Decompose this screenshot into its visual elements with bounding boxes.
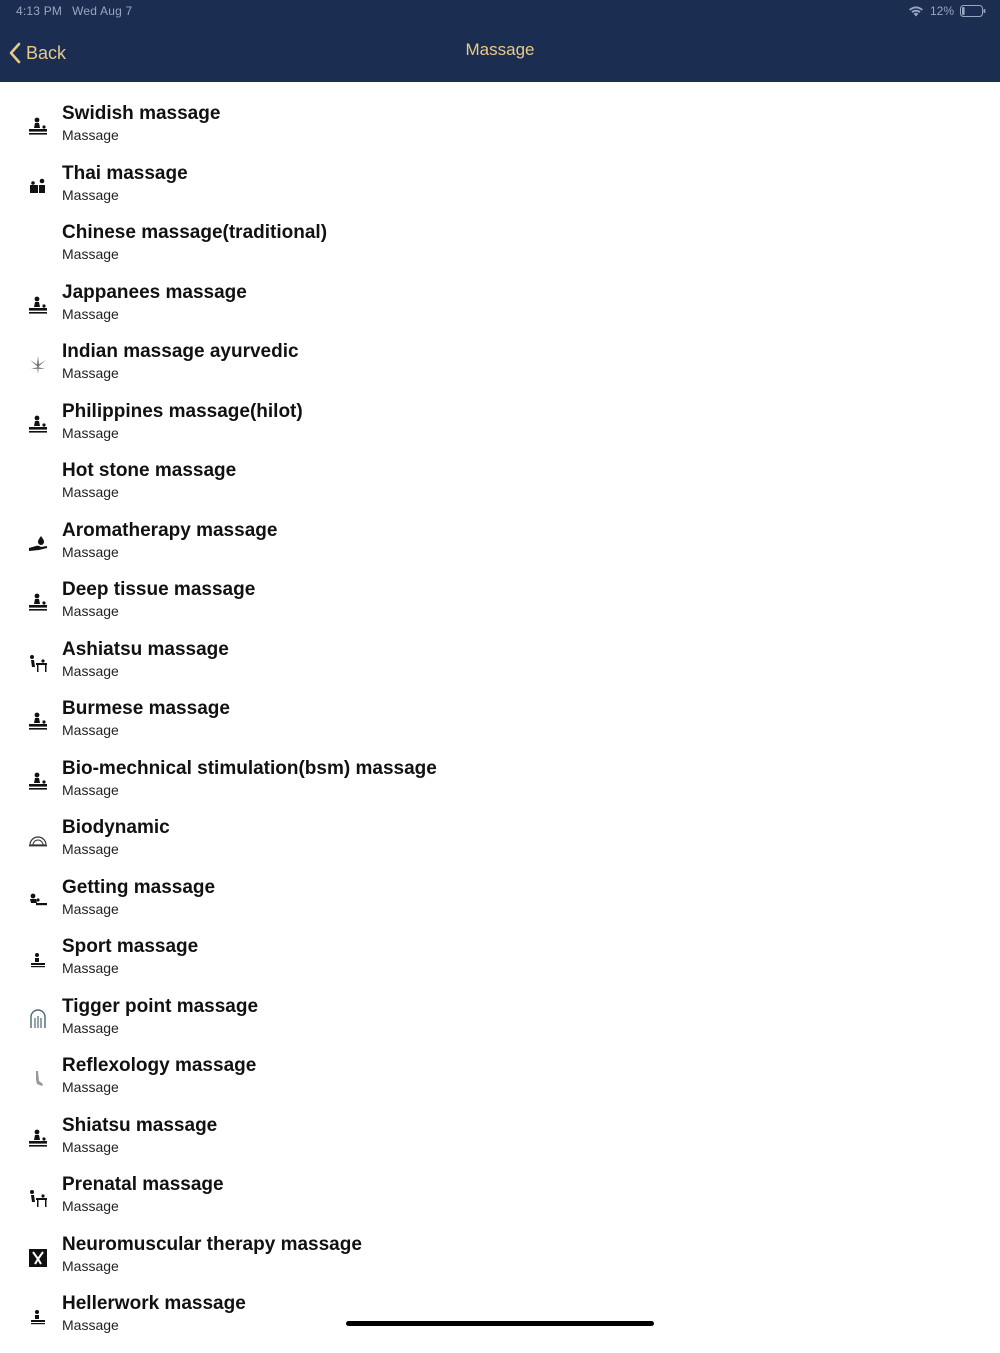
status-date: Wed Aug 7 — [72, 4, 133, 18]
foot-icon — [27, 1068, 49, 1090]
status-bar-right — [908, 4, 986, 18]
list-item-title: Philippines massage(hilot) — [62, 400, 303, 422]
list-item-subtitle: Massage — [62, 1317, 119, 1333]
list-item-subtitle: Massage — [62, 1257, 119, 1274]
list-item-subtitle: Massage — [62, 662, 119, 679]
muscle-badge-icon — [27, 1247, 49, 1269]
list-item[interactable] — [0, 222, 1000, 282]
list-item-subtitle: Massage — [62, 365, 119, 381]
list-item[interactable] — [0, 639, 1000, 699]
status-time: 4:13 PM — [16, 4, 63, 18]
standing-massage-icon — [27, 652, 49, 674]
list-item-subtitle: Massage — [62, 246, 119, 262]
list-item-subtitle: Massage — [62, 1198, 119, 1214]
list-item-subtitle: Massage — [62, 900, 119, 917]
list-item-title: Hellerwork massage — [62, 1293, 246, 1314]
massage-table-icon — [27, 592, 49, 614]
battery-icon — [960, 5, 986, 17]
list-item-subtitle: Massage — [62, 305, 119, 322]
list-item-title: Swidish massage — [62, 103, 221, 124]
blank-icon — [27, 473, 49, 495]
list-item[interactable] — [0, 1234, 1000, 1294]
list-item[interactable] — [0, 1174, 1000, 1234]
thai-massage-icon — [27, 176, 49, 198]
list-item-title: Tigger point massage — [62, 995, 259, 1017]
massage-list — [0, 82, 1000, 1333]
list-item-title: Getting massage — [62, 876, 216, 898]
list-item[interactable] — [0, 996, 1000, 1056]
list-item-title: Thai massage — [62, 162, 188, 184]
list-item-title: Jappanees massage — [62, 281, 247, 303]
list-item[interactable] — [0, 698, 1000, 758]
list-item-title: Prenatal massage — [62, 1174, 224, 1195]
list-item-subtitle: Massage — [62, 1079, 119, 1095]
body-points-icon — [27, 1009, 49, 1031]
list-item-subtitle: Massage — [62, 1019, 119, 1036]
navigation-bar — [0, 0, 1000, 82]
list-item[interactable] — [0, 282, 1000, 342]
list-item-subtitle: Massage — [62, 960, 119, 976]
list-item-title: Indian massage ayurvedic — [62, 341, 299, 362]
list-item-title: Sport massage — [62, 936, 199, 957]
small-massage-icon — [27, 949, 49, 971]
list-item-subtitle: Massage — [62, 543, 119, 560]
massage-table-icon — [27, 1128, 49, 1150]
list-item-title: Biodynamic — [62, 817, 170, 838]
list-item[interactable] — [0, 401, 1000, 461]
list-item-subtitle: Massage — [62, 722, 119, 738]
list-item-title: Hot stone massage — [62, 460, 237, 481]
massage-table-icon — [27, 711, 49, 733]
list-item-subtitle: Massage — [62, 841, 119, 857]
home-indicator — [346, 1321, 654, 1326]
list-item[interactable] — [0, 877, 1000, 937]
list-item-title: Shiatsu massage — [62, 1114, 218, 1136]
list-item[interactable] — [0, 520, 1000, 580]
list-item[interactable] — [0, 579, 1000, 639]
list-item[interactable] — [0, 1115, 1000, 1175]
leaf-icon — [27, 354, 49, 376]
list-item[interactable] — [0, 1055, 1000, 1115]
list-item-subtitle: Massage — [62, 424, 119, 441]
list-item-title: Bio-mechnical stimulation(bsm) massage — [62, 757, 437, 779]
list-item[interactable] — [0, 936, 1000, 996]
status-bar-left — [16, 4, 132, 18]
list-item-subtitle: Massage — [62, 127, 119, 143]
back-label: Back — [26, 42, 67, 63]
massage-table-icon — [27, 295, 49, 317]
blank-icon — [27, 235, 49, 257]
standing-massage-icon — [27, 1187, 49, 1209]
dome-icon — [27, 830, 49, 852]
hand-drop-icon — [27, 533, 49, 555]
wifi-icon — [908, 5, 924, 17]
small-massage-icon — [27, 1306, 49, 1328]
massage-table-icon — [27, 414, 49, 436]
list-item-title: Ashiatsu massage — [62, 638, 229, 660]
list-item[interactable] — [0, 460, 1000, 520]
list-item[interactable] — [0, 817, 1000, 877]
list-item-title: Burmese massage — [62, 698, 230, 719]
lying-person-icon — [27, 890, 49, 912]
massage-table-icon — [27, 771, 49, 793]
list-item[interactable] — [0, 341, 1000, 401]
list-item-title: Aromatherapy massage — [62, 519, 278, 541]
battery-percent: 12% — [929, 4, 954, 18]
page-title: Massage — [465, 40, 535, 59]
list-item-subtitle: Massage — [62, 484, 119, 500]
list-item-title: Reflexology massage — [62, 1055, 257, 1076]
list-item-subtitle: Massage — [62, 781, 119, 798]
massage-table-icon — [27, 116, 49, 138]
list-item-subtitle: Massage — [62, 603, 119, 619]
list-item[interactable] — [0, 103, 1000, 163]
list-item-title: Deep tissue massage — [62, 579, 256, 600]
list-item-subtitle: Massage — [62, 186, 119, 203]
list-item-title: Chinese massage(traditional) — [62, 222, 328, 243]
list-item-subtitle: Massage — [62, 1138, 119, 1155]
list-item[interactable] — [0, 163, 1000, 223]
list-item[interactable] — [0, 758, 1000, 818]
list-item-title: Neuromuscular therapy massage — [62, 1233, 362, 1255]
